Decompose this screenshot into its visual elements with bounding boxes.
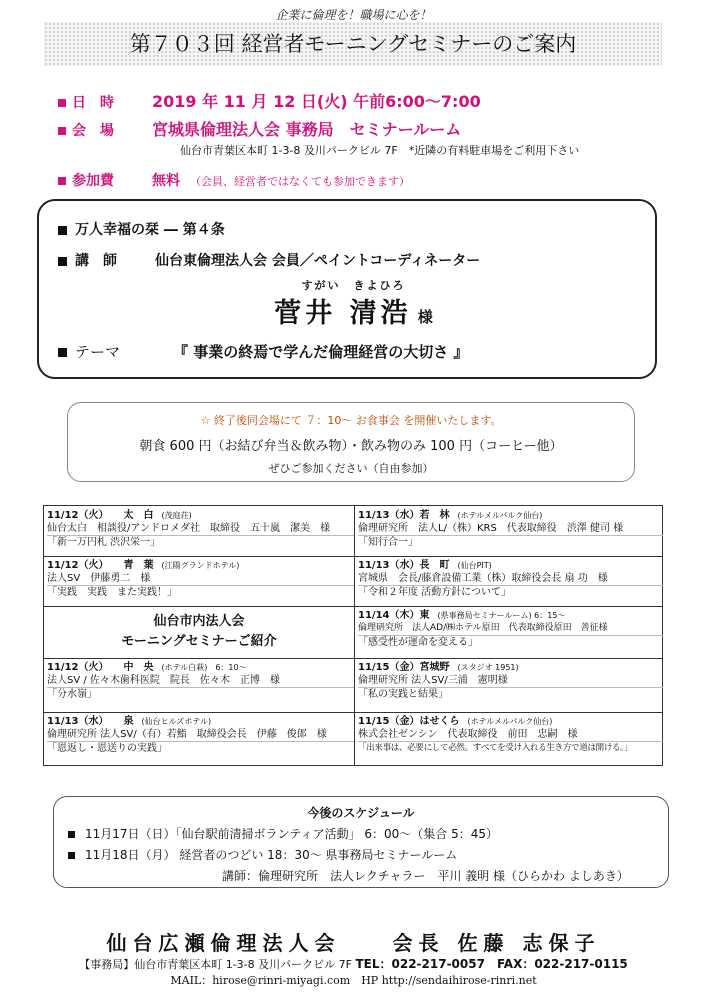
schedule-item-text: 11月17日（日）「仙台駅前清掃ボランティア活動」 6：00～（集合 5：45） <box>85 827 499 841</box>
seminar-header: 11/13（水）若 林 <box>358 510 450 521</box>
article: 万人幸福の栞 ― 第４条 <box>75 222 225 238</box>
bullet-square-icon <box>58 127 66 135</box>
seminar-venue: (仙台ヒルズホテル) <box>141 717 212 726</box>
meal-box <box>67 402 635 482</box>
lecturer-line <box>58 250 480 270</box>
bullet-square-icon <box>58 226 67 235</box>
meal-announcement: ☆ 終了後同会場にて ７：10～ お食事会 を開催いたします。 <box>200 414 502 427</box>
article-line <box>58 219 225 239</box>
page-title: 第７０３回 経営者モーニングセミナーのご案内 <box>44 22 662 66</box>
grid-divider <box>354 606 663 607</box>
organization-name: 仙台広瀬倫理法人会 会長 佐藤 志保子 <box>106 931 601 955</box>
seminar-speaker: 宮城県 会長/藤倉設備工業（株）取締役会長 扇 功 様 <box>358 573 608 584</box>
seminar-speaker: 倫理研究所 法人L/（株）KRS 代表取締役 渋澤 健司 様 <box>358 523 624 534</box>
bullet-square-icon <box>68 831 75 838</box>
seminar-speaker: 倫理研究所 法人SV/三浦 憲明様 <box>358 675 508 686</box>
seminar-venue: (仙台PIT) <box>457 561 492 570</box>
seminar-venue: (江陽グランドホテル) <box>161 561 240 570</box>
seminar-header: 11/12（火） 太 白 <box>47 510 154 521</box>
seminar-speaker: 法人SV 伊藤勇二 様 <box>47 573 151 584</box>
seminar-header: 11/14（木）東 <box>358 610 430 621</box>
lecturer-affiliation: 仙台東倫理法人会 会員／ペイントコーディネーター <box>155 253 481 269</box>
seminar-venue: (ホテルメルパルク仙台) <box>457 511 543 520</box>
office-address: 【事務局】仙台市青葉区本町 1-3-8 及川パークビル 7F <box>79 958 352 971</box>
seminar-header: 11/15（金）はせくら <box>358 716 460 727</box>
speaker-name-line <box>0 291 707 330</box>
seminar-topic: 「分水嶺」 <box>47 687 354 701</box>
seminar-header: 11/13（水） 泉 <box>47 716 134 727</box>
slogan: 企業に倫理を！職場に心を！ <box>275 8 432 22</box>
venue-address: 仙台市青葉区本町 1-3-8 及川パークビル 7F *近隣の有料駐車場をご利用下さい <box>180 144 580 157</box>
lecturer-label: 講 師 <box>75 253 117 269</box>
seminar-cell <box>44 509 354 549</box>
seminar-cell <box>355 715 663 755</box>
grid-divider <box>44 556 354 557</box>
date-label: 日 時 <box>72 95 114 111</box>
contact-line <box>0 955 707 972</box>
venue-row <box>58 117 461 140</box>
fee-row <box>58 170 410 190</box>
meal-invite: ぜひご参加ください（自由参加） <box>268 462 434 475</box>
seminar-venue: (茂庭荘) <box>161 511 192 520</box>
web-contact: MAIL：hirose@rinri-miyagi.com HP http://sendaihirose-rinri.net <box>170 974 537 987</box>
bullet-square-icon <box>58 177 66 185</box>
seminar-cell <box>355 559 663 599</box>
seminar-speaker: 株式会社ゼンシン 代表取締役 前田 忠嗣 様 <box>358 729 578 740</box>
seminar-header: 11/12（火） 青 葉 <box>47 560 154 571</box>
venue-value: 宮城県倫理法人会 事務局 セミナールーム <box>152 120 462 139</box>
seminar-grid <box>43 505 663 766</box>
seminar-venue: (ホテル白萩) 6：10～ <box>161 663 247 672</box>
seminar-speaker: 倫理研究所 法人AD/㈱ホテル原田 代表取締役原田 善征様 <box>358 623 608 633</box>
seminar-speaker: 倫理研究所 法人SV/（有）若鮨 取締役会長 伊藤 俊郎 様 <box>47 729 327 740</box>
bullet-square-icon <box>58 348 67 357</box>
seminar-topic: 「実践 実践 また実践！」 <box>47 585 354 599</box>
fee-value: 無料 <box>152 173 180 189</box>
schedule-box <box>53 796 669 888</box>
speaker-furigana: すがい きよひろ <box>301 279 406 292</box>
date-value: 2019 年 11 月 12 日(火) 午前6:00～7:00 <box>152 92 481 111</box>
bullet-square-icon <box>58 257 67 266</box>
intro-title <box>44 606 354 658</box>
speaker-name: 菅井 清浩 <box>274 298 412 329</box>
seminar-topic: 「私の実践と結果」 <box>358 687 663 701</box>
seminar-topic: 「新一万円札 渋沢栄一」 <box>47 535 354 549</box>
speaker-honorific: 様 <box>417 308 433 326</box>
seminar-cell <box>44 661 354 701</box>
phone-fax: TEL：022-217-0057 FAX：022-217-0115 <box>355 957 628 971</box>
seminar-header: 11/15（金）宮城野 <box>358 662 450 673</box>
seminar-venue: (スタジオ 1951) <box>457 663 519 672</box>
seminar-header: 11/12（火） 中 央 <box>47 662 154 673</box>
grid-divider <box>44 712 354 713</box>
seminar-topic: 「恩返し・恩送りの実践」 <box>47 741 354 755</box>
fee-label: 参加費 <box>72 173 114 189</box>
seminar-venue: (ホテルメルパルク仙台) <box>467 717 553 726</box>
seminar-cell <box>355 609 663 649</box>
seminar-cell <box>355 509 663 549</box>
grid-divider <box>354 712 663 713</box>
theme-line <box>58 341 468 362</box>
schedule-item-text: 11月18日（月） 経営者のつどい 18：30～ 県事務局セミナールーム <box>85 848 458 862</box>
seminar-topic: 「知行合一」 <box>358 535 663 549</box>
seminar-topic: 「出来事は、必要にして必然。すべてを受け入れる生き方で道は開ける。」 <box>358 741 663 755</box>
seminar-speaker: 法人SV / 佐々木歯科医院 院長 佐々木 正博 様 <box>47 675 280 686</box>
theme: 『 事業の終焉で学んだ倫理経営の大切さ 』 <box>173 343 469 361</box>
seminar-topic: 「感受性が運命を変える」 <box>358 635 663 649</box>
intro-title-line1: 仙台市内法人会 <box>153 614 245 629</box>
schedule-title: 今後のスケジュール <box>307 806 415 820</box>
meal-prices: 朝食 600 円（お結び弁当＆飲み物）・飲み物のみ 100 円（コーヒー他） <box>139 439 563 454</box>
grid-divider <box>44 658 354 659</box>
theme-label: テーマ <box>75 343 121 361</box>
fee-note: （会員、経営者ではなくても参加できます） <box>190 175 410 188</box>
seminar-cell <box>44 715 354 755</box>
grid-divider <box>354 658 663 659</box>
date-row <box>58 89 481 112</box>
schedule-lecturer: 講師：倫理研究所 法人レクチャラー 平川 義明 様（ひらかわ よしあき） <box>222 869 629 883</box>
seminar-header: 11/13（水）長 町 <box>358 560 450 571</box>
seminar-topic: 「令和２年度 活動方針について」 <box>358 585 663 599</box>
bullet-square-icon <box>68 852 75 859</box>
bullet-square-icon <box>58 99 66 107</box>
seminar-venue: (県事務局セミナールーム) 6：15～ <box>437 611 566 620</box>
schedule-item <box>54 825 668 842</box>
seminar-cell <box>355 661 663 701</box>
grid-divider <box>354 556 663 557</box>
seminar-cell <box>44 559 354 599</box>
seminar-speaker: 仙台太白 相談役/アンドロメダ社 取締役 五十嵐 潔美 様 <box>47 523 330 534</box>
schedule-item <box>54 846 668 863</box>
venue-label: 会 場 <box>72 123 114 139</box>
intro-title-line2: モーニングセミナーご紹介 <box>121 634 277 649</box>
